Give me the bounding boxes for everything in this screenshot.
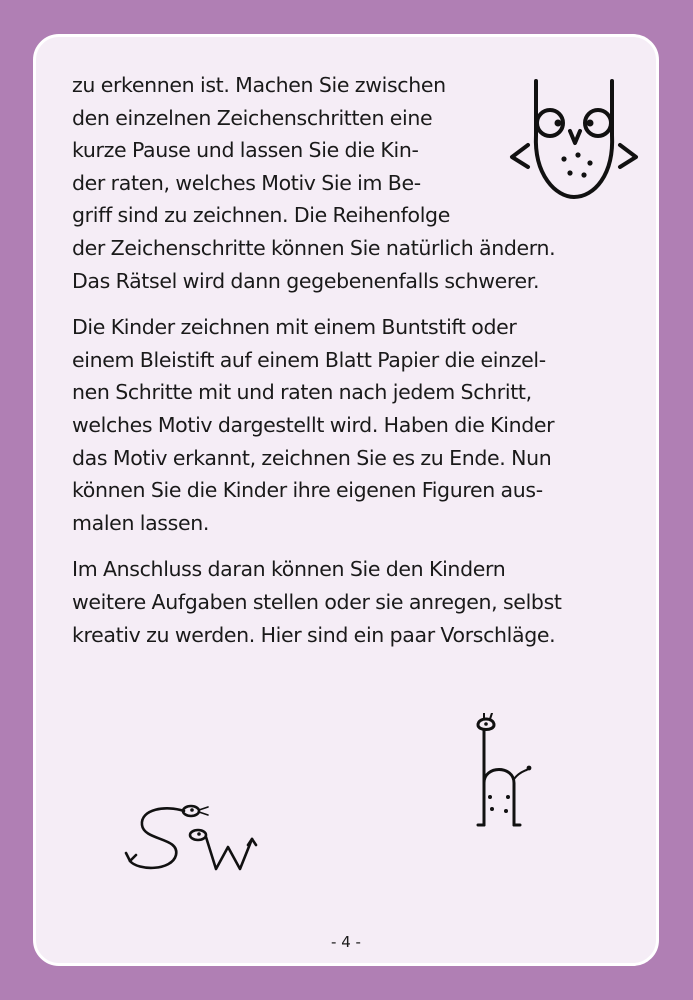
text-line: nen Schritte mit und raten nach jedem Schritt,	[72, 380, 532, 405]
text-line: Die Kinder zeichnen mit einem Buntstift oder	[72, 315, 517, 340]
text-line: kurze Pause und lassen Sie die Kin-	[72, 138, 419, 163]
text-line: Das Rätsel wird dann gegebenenfalls schwerer.	[72, 268, 540, 293]
snake-s-body	[130, 808, 184, 868]
text-line: kreativ zu werden. Hier sind ein paar Vorschläge.	[72, 622, 556, 647]
snake-illustration	[122, 799, 270, 879]
text-line: das Motiv erkannt, zeichnen Sie es zu Ende. Nun	[72, 445, 552, 470]
paragraph-2	[72, 311, 632, 539]
paragraph-3	[72, 553, 632, 651]
text-line: können Sie die Kinder ihre eigenen Figuren aus-	[72, 478, 543, 503]
page-card	[33, 34, 659, 966]
owl-left-wing	[512, 145, 528, 167]
snake-s-eye	[190, 808, 194, 812]
snake-s-tongue	[199, 807, 208, 815]
text-line: den einzelnen Zeichenschritten eine	[72, 105, 433, 130]
text-line: griff sind zu zeichnen. Die Reihenfolge	[72, 203, 450, 228]
giraffe-eye	[484, 722, 488, 726]
text-line: weitere Aufgaben stellen oder sie anregen, selbst	[72, 589, 562, 614]
snake-w-body	[206, 837, 252, 869]
text-line: Im Anschluss daran können Sie den Kindern	[72, 557, 506, 582]
owl-right-wing	[620, 145, 636, 167]
text-line: welches Motiv dargestellt wird. Haben die Kinder	[72, 412, 555, 437]
snake-w-eye	[197, 832, 201, 836]
text-line: der Zeichenschritte können Sie natürlich ändern.	[72, 235, 556, 260]
page-number: - 4 -	[331, 933, 361, 951]
text-line: der raten, welches Motiv Sie im Be-	[72, 170, 421, 195]
text-line: malen lassen.	[72, 510, 210, 535]
owl-illustration	[506, 75, 646, 205]
giraffe-tail	[514, 769, 528, 779]
text-line: zu erkennen ist. Machen Sie zwischen	[72, 73, 446, 97]
giraffe-tail-tip	[527, 766, 532, 771]
giraffe-illustration	[468, 713, 542, 835]
owl-v-beak	[570, 131, 580, 143]
snake-s-tail	[126, 853, 136, 861]
text-line: einem Bleistift auf einem Blatt Papier die einzel-	[72, 347, 546, 372]
